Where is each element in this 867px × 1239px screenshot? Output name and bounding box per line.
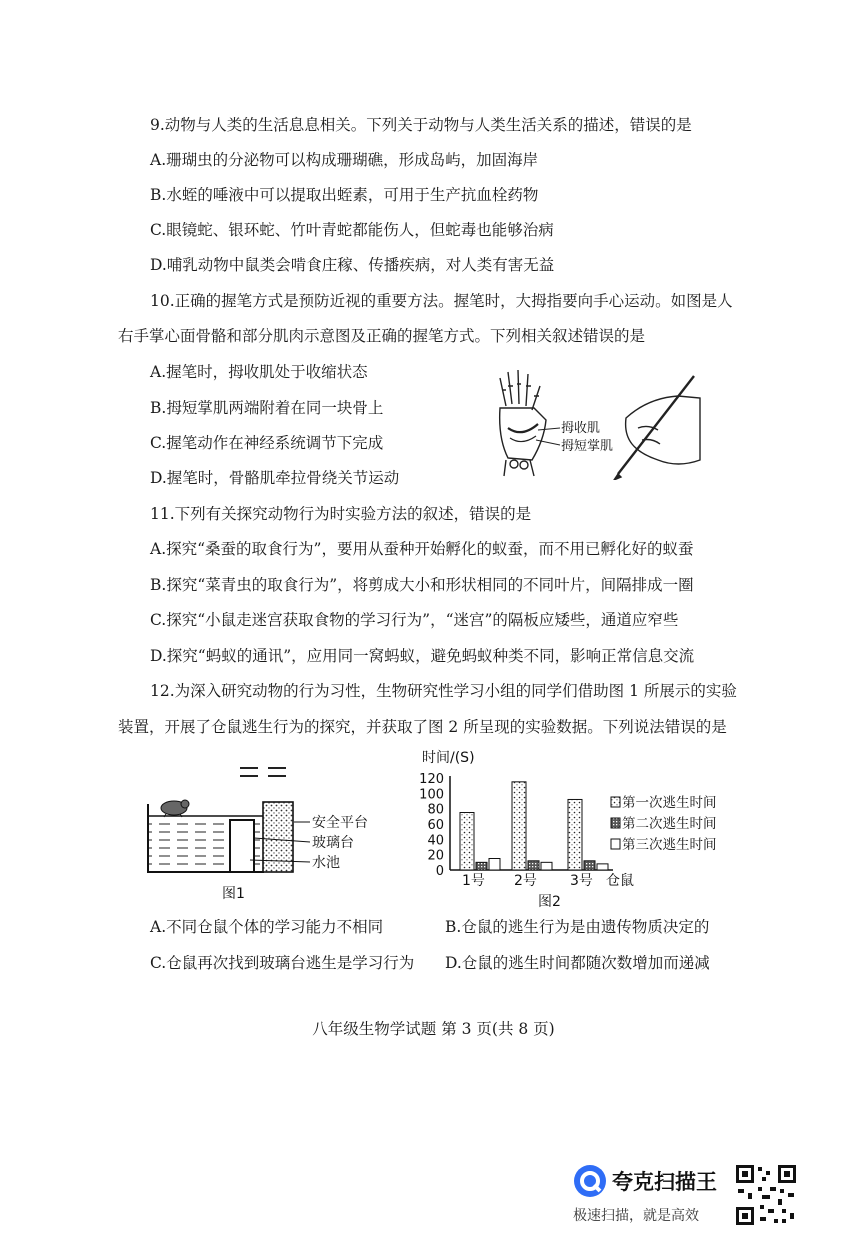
q10-option-c: C.握笔动作在神经系统调节下完成 — [150, 434, 384, 452]
fig1-label-glass-platform: 玻璃台 — [312, 835, 354, 851]
figure-2-chart — [418, 746, 738, 910]
legend-swatch — [611, 818, 620, 828]
hand-skeleton-drawing — [500, 370, 546, 476]
q10-stem-line2: 右手掌心面骨骼和部分肌肉示意图及正确的握笔方式。下列相关叙述错误的是 — [118, 327, 646, 345]
bar-1-2 — [512, 782, 526, 870]
q12-option-b: B.仓鼠的逃生行为是由遗传物质决定的 — [445, 918, 710, 936]
q11-option-a: A.探究“桑蚕的取食行为”，要用从蚕种开始孵化的蚁蚕，而不用已孵化好的蚁蚕 — [150, 540, 694, 558]
y-tick-label: 0 — [435, 864, 444, 879]
legend-label: 第三次逃生时间 — [622, 837, 717, 853]
bar-1-1 — [460, 813, 474, 871]
y-tick-label: 100 — [419, 787, 444, 803]
fig1-caption: 图1 — [222, 886, 245, 902]
q9-option-a: A.珊瑚虫的分泌物可以构成珊瑚礁，形成岛屿，加固海岸 — [150, 151, 539, 169]
scanner-brand-subtitle: 极速扫描，就是高效 — [573, 1208, 699, 1224]
bar-3-2 — [541, 862, 552, 870]
legend-swatch — [611, 797, 620, 807]
legend-swatch — [611, 839, 620, 849]
x-category-label: 3号 — [570, 873, 593, 889]
qr-code-icon — [734, 1163, 798, 1227]
x-category-labels — [462, 873, 593, 889]
glass-platform — [230, 820, 254, 872]
q11-option-c: C.探究“小鼠走迷宫获取食物的学习行为”，“迷宫”的隔板应矮些，通道应窄些 — [150, 611, 679, 629]
q10-option-a: A.握笔时，拇收肌处于收缩状态 — [150, 363, 368, 381]
q12-option-d: D.仓鼠的逃生时间都随次数增加而递减 — [445, 954, 710, 972]
q12-stem-line1: 12.为深入研究动物的行为习性，生物研究性学习小组的同学们借助图 1 所展示的实验 — [150, 682, 737, 700]
hand-muscle-figure — [488, 368, 703, 480]
scanner-brand-title: 夸克扫描王 — [612, 1170, 717, 1194]
y-tick-label: 80 — [427, 802, 444, 818]
q10-option-d: D.握笔时，骨骼肌牵拉骨绕关节运动 — [150, 469, 400, 487]
q9-option-c: C.眼镜蛇、银环蛇、竹叶青蛇都能伤人，但蛇毒也能够治病 — [150, 221, 554, 239]
label-short-palmar: 拇短掌肌 — [561, 439, 614, 454]
y-tick-label: 40 — [427, 833, 444, 849]
bar-3-3 — [597, 864, 608, 870]
q12-option-a: A.不同仓鼠个体的学习能力不相同 — [150, 918, 384, 936]
q12-option-c: C.仓鼠再次找到玻璃台逃生是学习行为 — [150, 954, 415, 972]
q10-option-b: B.拇短掌肌两端附着在同一块骨上 — [150, 399, 384, 417]
q11-option-d: D.探究“蚂蚁的通讯”，应用同一窝蚂蚁，避免蚂蚁种类不同，影响正常信息交流 — [150, 647, 695, 665]
q9-option-b: B.水蛭的唾液中可以提取出蛭素，可用于生产抗血栓药物 — [150, 186, 539, 204]
x-category-label: 2号 — [514, 873, 537, 889]
page-footer: 八年级生物学试题 第 3 页(共 8 页) — [312, 1020, 555, 1038]
bar-1-3 — [568, 799, 582, 870]
chart-ylabel: 时间/(S) — [422, 750, 475, 766]
y-tick-label: 120 — [419, 772, 444, 787]
y-tick-labels — [419, 772, 444, 879]
fig1-label-safe-platform: 安全平台 — [312, 815, 368, 831]
figure-1-apparatus — [140, 764, 400, 902]
lid-marks — [240, 768, 286, 776]
q11-option-b: B.探究“菜青虫的取食行为”，将剪成大小和形状相同的不同叶片，间隔排成一圈 — [150, 576, 694, 594]
bars — [460, 782, 608, 870]
bar-2-1 — [476, 862, 487, 870]
hamster-drawing — [161, 800, 189, 817]
q9-option-d: D.哺乳动物中鼠类会啃食庄稼、传播疾病，对人类有害无益 — [150, 256, 555, 274]
bar-2-3 — [584, 861, 595, 870]
q9-stem: 9.动物与人类的生活息息相关。下列关于动物与人类生活关系的描述，错误的是 — [150, 116, 692, 134]
chart-xlabel: 仓鼠 — [606, 873, 634, 889]
fig2-caption: 图2 — [538, 894, 561, 910]
label-thumb-adductor: 拇收肌 — [561, 421, 601, 436]
q12-stem-line2: 装置，开展了仓鼠逃生行为的探究，并获取了图 2 所呈现的实验数据。下列说法错误的是 — [118, 718, 727, 736]
legend — [611, 794, 717, 853]
q11-stem: 11.下列有关探究动物行为时实验方法的叙述，错误的是 — [150, 505, 532, 523]
writing-hand-drawing — [614, 376, 700, 480]
fig1-label-water-pool: 水池 — [312, 855, 340, 871]
legend-label: 第一次逃生时间 — [622, 795, 717, 811]
y-tick-label: 60 — [427, 818, 444, 833]
q10-stem-line1: 10.正确的握笔方式是预防近视的重要方法。握笔时，大拇指要向手心运动。如图是人 — [150, 292, 733, 310]
legend-label: 第二次逃生时间 — [622, 816, 717, 832]
y-tick-label: 20 — [427, 848, 444, 864]
bar-3-1 — [489, 859, 500, 871]
x-category-label: 1号 — [462, 873, 485, 889]
bar-2-2 — [528, 861, 539, 870]
scanner-logo-icon — [572, 1163, 608, 1203]
